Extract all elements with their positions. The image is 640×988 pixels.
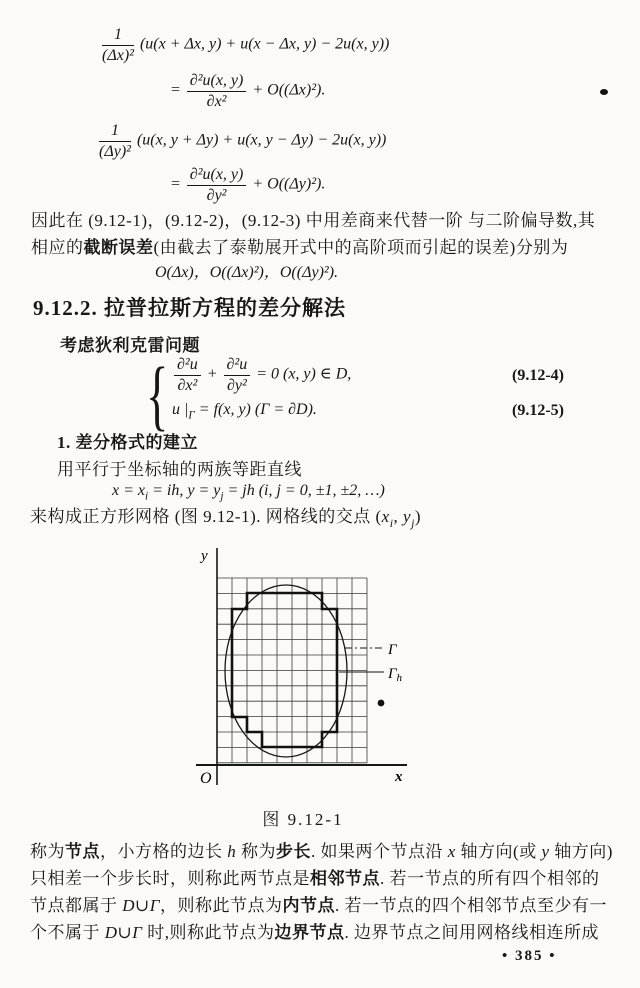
paragraph-nodes-line2: 只相差一个步长时，则称此两节点是相邻节点. 若一节点的所有四个相邻的 xyxy=(30,869,600,888)
paragraph-nodes-line1: 称为节点，小方格的边长 h 称为步长. 如果两个节点沿 x 轴方向(或 y 轴方向) xyxy=(30,842,613,861)
figure-caption: 图 9.12-1 xyxy=(262,810,344,829)
equation-laplace: $\frac{\text{∂²u}}{\text{∂x²}}$ + $\frac{\text{∂²u}}{\text{∂y²}}$ = 0 (x, y) ∈ D, xyxy=(172,356,351,394)
equation-lattice-lines: $x = x_i$ = ih, $y = y_j$ = jh (i, j = 0, ±1, ±2, …) xyxy=(112,482,385,503)
subsection-heading: 1. 差分格式的建立 xyxy=(57,433,198,452)
equation-truncation-orders: O(Δx)，O((Δx)²)，O((Δy)²). xyxy=(155,264,339,281)
gamma-label: Γ xyxy=(388,642,397,658)
ink-speck-dot xyxy=(600,89,608,95)
paragraph-nodes-line3: 节点都属于 D∪Γ，则称此节点为内节点. 若一节点的四个相邻节点至少有一 xyxy=(30,896,607,915)
equation-dy-expansion-line1: $\frac{1}{\text{(Δy)²}}$ (u(x, y + Δy) + u(x, y − Δy) − 2u(x, y)) xyxy=(99,122,387,160)
x-axis-label: x xyxy=(395,769,403,785)
paragraph-truncation-line1: 因此在 (9.12-1)，(9.12-2)，(9.12-3) 中用差商来代替一阶 与二阶偏导数,其 xyxy=(31,211,596,230)
line-families-text: 用平行于坐标轴的两族等距直线 xyxy=(57,460,302,479)
equation-label-9-12-4: (9.12-4) xyxy=(512,367,564,384)
system-brace: { xyxy=(146,351,169,438)
paragraph-truncation-line2: 相应的截断误差(由截去了泰勒展开式中的高阶项而引起的误差)分别为 xyxy=(31,238,569,257)
section-heading: 9.12.2. 拉普拉斯方程的差分解法 xyxy=(33,296,346,320)
gamma-h-label: $\Gamma_h$ xyxy=(388,666,403,684)
origin-label: O xyxy=(200,770,212,787)
equation-dx-expansion-line2: = $\frac{\text{∂²u(x, y)}}{\text{∂x²}}$ + O((Δx)²). xyxy=(170,72,326,110)
equation-dx-expansion-line1: $\frac{1}{\text{(Δx)²}}$ (u(x + Δx, y) + u(x − Δx, y) − 2u(x, y)) xyxy=(102,26,390,64)
square-grid xyxy=(217,578,367,763)
figure-grid-ellipse xyxy=(140,535,500,805)
equation-boundary-condition: u $|_\Gamma = f(x$, y) (Γ = ∂D). xyxy=(172,401,317,422)
equation-label-9-12-5: (9.12-5) xyxy=(512,402,564,419)
y-axis-label: y xyxy=(201,548,208,564)
paragraph-nodes-line4: 个不属于 D∪Γ 时,则称此节点为边界节点. 边界节点之间用网格线相连所成 xyxy=(30,923,599,942)
ink-dot-in-figure xyxy=(378,700,385,707)
page-number: • 385 • xyxy=(502,948,557,964)
consider-dirichlet-line: 考虑狄利克雷问题 xyxy=(60,336,200,355)
grid-construct-text: 来构成正方形网格 (图 9.12-1). 网格线的交点 ($x_i$, $y_j$) xyxy=(30,507,422,530)
equation-dy-expansion-line2: = $\frac{\text{∂²u(x, y)}}{\text{∂y²}}$ + O((Δy)²). xyxy=(170,166,326,204)
